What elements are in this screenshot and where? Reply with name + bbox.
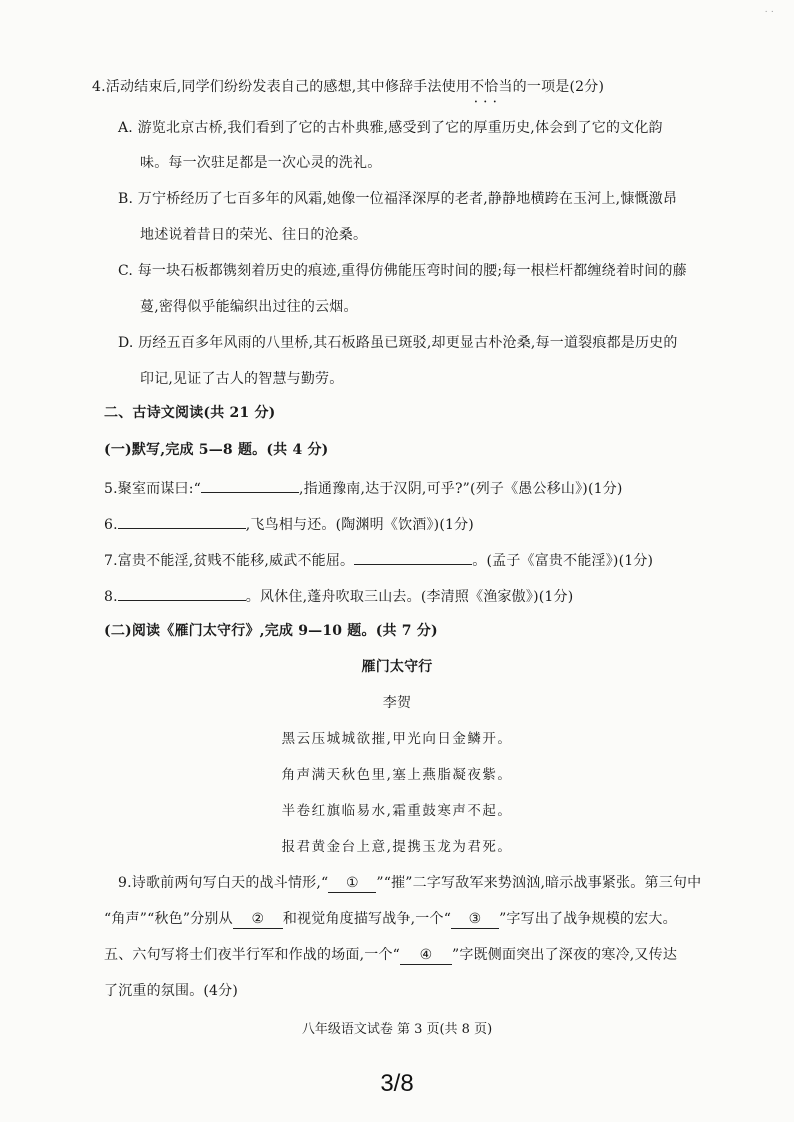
q9-blank-1[interactable]: ① [328,874,376,893]
q8 [104,586,573,606]
q4-stem-points: 的一项是(2分) [512,79,605,95]
q9-line4: 了沉重的氛围。(4分) [104,983,239,999]
q8-text-end: 。风休住,蓬舟吹取三山去。(李清照《渔家傲》)(1分) [245,589,574,605]
q9-text: ”“摧”二字写敌军来势汹汹,暗示战事紧张。第三句中 [376,875,702,891]
q8-text: 8. [104,589,118,605]
q9-blank-2[interactable]: ② [233,910,283,929]
q5 [104,478,623,498]
q4-stem-text: 4.活动结束后,同学们纷纷发表自己的感想,其中修辞手法使用 [92,79,471,95]
q7-blank[interactable] [354,550,472,565]
section2-part2: (二)阅读《雁门太守行》,完成 9—10 题。(共 7 分) [104,623,438,639]
poem-author: 李贺 [382,695,412,711]
q6-text: 6. [104,517,118,533]
q8-blank[interactable] [118,586,246,601]
q4-option-b-cont: 地述说着昔日的荣光、往日的沧桑。 [140,227,368,243]
section2-title: 二、古诗文阅读(共 21 分) [104,405,276,421]
q7 [104,550,653,570]
poem-line: 黑云压城城欲摧,甲光向日金鳞开。 [281,731,513,747]
q9-blank-3[interactable]: ③ [451,910,499,929]
scan-mark: · · [764,6,774,17]
q4-option-c: C. 每一块石板都镌刻着历史的痕迹,重得仿佛能压弯时间的腰;每一根栏杆都缠绕着时间的藤 [118,263,687,279]
q4-option-c-cont: 蔓,密得似乎能编织出过往的云烟。 [140,299,358,315]
q9-line1 [118,874,701,893]
q9-text: 9.诗歌前两句写白天的战斗情形,“ [118,875,329,891]
poem-line: 角声满天秋色里,塞上燕脂凝夜紫。 [281,767,513,783]
q6 [104,514,474,534]
q6-text-end: ,飞鸟相与还。(陶渊明《饮酒》)(1分) [245,517,474,533]
q9-text: ”字写出了战争规模的宏大。 [499,911,677,927]
q4-option-d: D. 历经五百多年风雨的八里桥,其石板路虽已斑驳,却更显古朴沧桑,每一道裂痕都是历史的 [118,335,678,351]
q7-text: 7.富贵不能淫,贫贱不能移,威武不能屈。 [104,553,355,569]
poem-line: 报君黄金台上意,提携玉龙为君死。 [281,839,513,855]
q9-line2 [104,910,677,929]
q5-blank[interactable] [201,478,299,493]
q5-text: 5.聚室而谋曰:“ [104,481,202,497]
q6-blank[interactable] [118,514,246,529]
q4-option-d-cont: 印记,见证了古人的智慧与勤劳。 [140,371,344,387]
poem-line: 半卷红旗临易水,霜重鼓寒声不起。 [281,803,513,819]
q4-option-a-cont: 味。每一次驻足都是一次心灵的洗礼。 [140,155,382,171]
q9-text: “角声”“秋色”分别从 [104,911,233,927]
section2-part1: (一)默写,完成 5—8 题。(共 4 分) [104,442,329,458]
poem-title: 雁门太守行 [361,659,433,675]
q4-emphasis: 不恰当 • • • [470,79,513,95]
q9-text: 和视觉角度描写战争,一个“ [282,911,452,927]
q4-option-a: A. 游览北京古桥,我们看到了它的古朴典雅,感受到了它的厚重历史,体会到了它的文化韵 [118,120,663,136]
q4-stem [92,78,604,96]
q9-text: 五、六句写将士们夜半行军和作战的场面,一个“ [104,947,401,963]
q9-text: ”字既侧面突出了深夜的寒冷,又传达 [452,947,678,963]
q9-blank-4[interactable]: ④ [400,946,452,965]
page-indicator: 3/8 [380,1070,414,1097]
q5-text-end: ,指通豫南,达于汉阴,可乎?”(列子《愚公移山》)(1分) [299,481,623,497]
q9-line3 [104,946,677,965]
q4-option-b: B. 万宁桥经历了七百多年的风霜,她像一位福泽深厚的老者,静静地横跨在玉河上,慷慨激昂 [118,191,678,207]
page-footer: 八年级语文试卷 第 3 页(共 8 页) [301,1022,493,1037]
q7-text-end: 。(孟子《富贵不能淫》)(1分) [472,553,654,569]
